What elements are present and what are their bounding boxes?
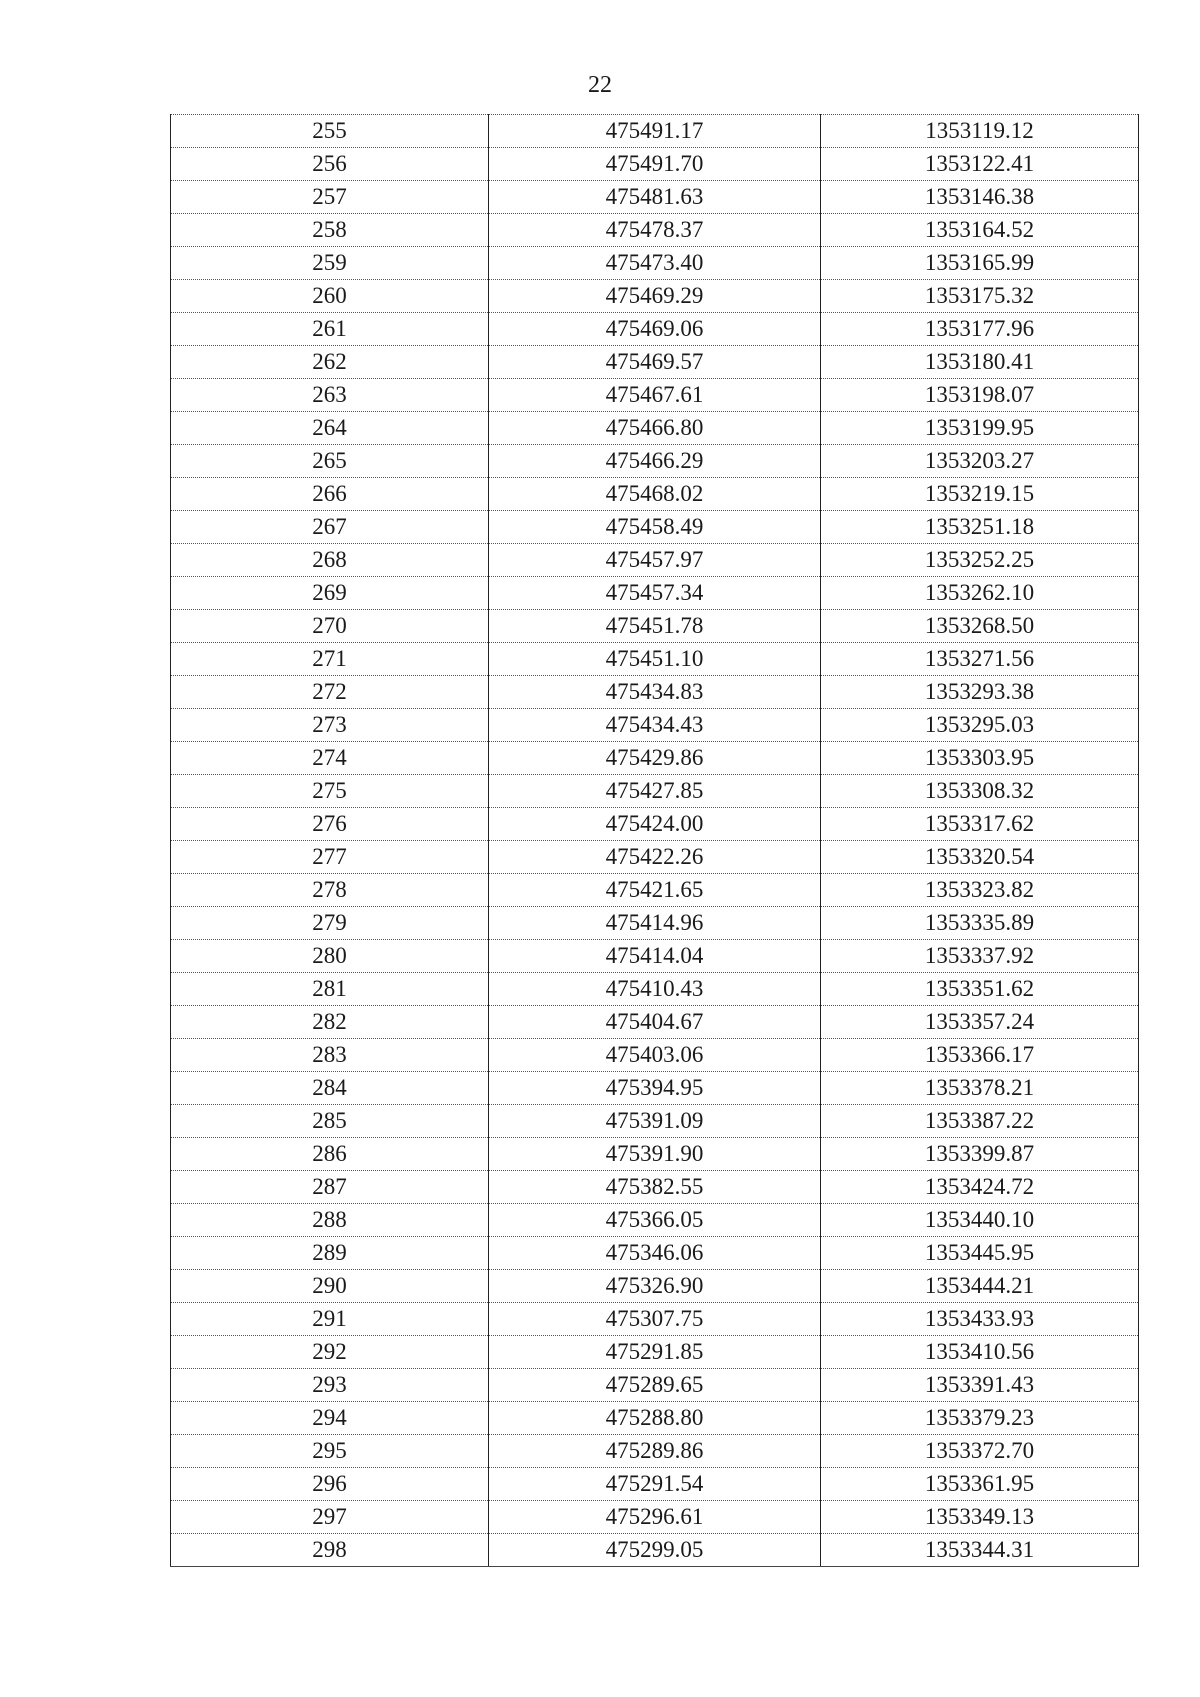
- y-coordinate-cell: 1353323.82: [821, 874, 1139, 907]
- point-number-cell: 276: [171, 808, 489, 841]
- y-coordinate-cell: 1353262.10: [821, 577, 1139, 610]
- point-number-cell: 281: [171, 973, 489, 1006]
- x-coordinate-cell: 475394.95: [489, 1072, 821, 1105]
- y-coordinate-cell: 1353349.13: [821, 1501, 1139, 1534]
- table-row: [171, 445, 1139, 478]
- point-number-cell: 273: [171, 709, 489, 742]
- coordinates-table: [170, 114, 1139, 1567]
- point-number-cell: 289: [171, 1237, 489, 1270]
- x-coordinate-cell: 475307.75: [489, 1303, 821, 1336]
- y-coordinate-cell: 1353379.23: [821, 1402, 1139, 1435]
- y-coordinate-cell: 1353378.21: [821, 1072, 1139, 1105]
- point-number-cell: 272: [171, 676, 489, 709]
- x-coordinate-cell: 475414.96: [489, 907, 821, 940]
- x-coordinate-cell: 475366.05: [489, 1204, 821, 1237]
- y-coordinate-cell: 1353119.12: [821, 115, 1139, 148]
- table-row: [171, 1435, 1139, 1468]
- point-number-cell: 260: [171, 280, 489, 313]
- point-number-cell: 280: [171, 940, 489, 973]
- page-number: 22: [588, 72, 612, 98]
- table-row: [171, 1204, 1139, 1237]
- y-coordinate-cell: 1353410.56: [821, 1336, 1139, 1369]
- y-coordinate-cell: 1353180.41: [821, 346, 1139, 379]
- point-number-cell: 265: [171, 445, 489, 478]
- x-coordinate-cell: 475391.09: [489, 1105, 821, 1138]
- table-row: [171, 775, 1139, 808]
- table-row: [171, 676, 1139, 709]
- y-coordinate-cell: 1353252.25: [821, 544, 1139, 577]
- table-row: [171, 214, 1139, 247]
- y-coordinate-cell: 1353391.43: [821, 1369, 1139, 1402]
- y-coordinate-cell: 1353271.56: [821, 643, 1139, 676]
- y-coordinate-cell: 1353251.18: [821, 511, 1139, 544]
- y-coordinate-cell: 1353317.62: [821, 808, 1139, 841]
- table-row: [171, 1534, 1139, 1567]
- x-coordinate-cell: 475491.70: [489, 148, 821, 181]
- y-coordinate-cell: 1353199.95: [821, 412, 1139, 445]
- point-number-cell: 264: [171, 412, 489, 445]
- table-row: [171, 1501, 1139, 1534]
- x-coordinate-cell: 475291.54: [489, 1468, 821, 1501]
- point-number-cell: 268: [171, 544, 489, 577]
- x-coordinate-cell: 475451.10: [489, 643, 821, 676]
- table-row: [171, 808, 1139, 841]
- y-coordinate-cell: 1353175.32: [821, 280, 1139, 313]
- point-number-cell: 285: [171, 1105, 489, 1138]
- point-number-cell: 286: [171, 1138, 489, 1171]
- table-row: [171, 742, 1139, 775]
- table-row: [171, 1237, 1139, 1270]
- y-coordinate-cell: 1353424.72: [821, 1171, 1139, 1204]
- table-row: [171, 610, 1139, 643]
- point-number-cell: 261: [171, 313, 489, 346]
- y-coordinate-cell: 1353146.38: [821, 181, 1139, 214]
- point-number-cell: 271: [171, 643, 489, 676]
- y-coordinate-cell: 1353164.52: [821, 214, 1139, 247]
- point-number-cell: 259: [171, 247, 489, 280]
- table-row: [171, 412, 1139, 445]
- point-number-cell: 290: [171, 1270, 489, 1303]
- x-coordinate-cell: 475458.49: [489, 511, 821, 544]
- table-row: [171, 1336, 1139, 1369]
- y-coordinate-cell: 1353198.07: [821, 379, 1139, 412]
- table-row: [171, 544, 1139, 577]
- y-coordinate-cell: 1353440.10: [821, 1204, 1139, 1237]
- point-number-cell: 296: [171, 1468, 489, 1501]
- point-number-cell: 279: [171, 907, 489, 940]
- point-number-cell: 293: [171, 1369, 489, 1402]
- y-coordinate-cell: 1353268.50: [821, 610, 1139, 643]
- y-coordinate-cell: 1353295.03: [821, 709, 1139, 742]
- x-coordinate-cell: 475288.80: [489, 1402, 821, 1435]
- coordinates-table-body: [171, 115, 1139, 1567]
- x-coordinate-cell: 475410.43: [489, 973, 821, 1006]
- table-row: [171, 940, 1139, 973]
- y-coordinate-cell: 1353165.99: [821, 247, 1139, 280]
- point-number-cell: 277: [171, 841, 489, 874]
- point-number-cell: 291: [171, 1303, 489, 1336]
- x-coordinate-cell: 475466.29: [489, 445, 821, 478]
- table-row: [171, 1402, 1139, 1435]
- x-coordinate-cell: 475296.61: [489, 1501, 821, 1534]
- x-coordinate-cell: 475468.02: [489, 478, 821, 511]
- point-number-cell: 282: [171, 1006, 489, 1039]
- x-coordinate-cell: 475421.65: [489, 874, 821, 907]
- x-coordinate-cell: 475403.06: [489, 1039, 821, 1072]
- point-number-cell: 297: [171, 1501, 489, 1534]
- table-row: [171, 1303, 1139, 1336]
- table-row: [171, 1138, 1139, 1171]
- table-row: [171, 841, 1139, 874]
- point-number-cell: 283: [171, 1039, 489, 1072]
- table-row: [171, 577, 1139, 610]
- x-coordinate-cell: 475469.06: [489, 313, 821, 346]
- table-row: [171, 709, 1139, 742]
- y-coordinate-cell: 1353203.27: [821, 445, 1139, 478]
- point-number-cell: 255: [171, 115, 489, 148]
- table-row: [171, 643, 1139, 676]
- table-row: [171, 148, 1139, 181]
- y-coordinate-cell: 1353337.92: [821, 940, 1139, 973]
- x-coordinate-cell: 475469.29: [489, 280, 821, 313]
- x-coordinate-cell: 475434.83: [489, 676, 821, 709]
- table-row: [171, 247, 1139, 280]
- point-number-cell: 294: [171, 1402, 489, 1435]
- table-row: [171, 1105, 1139, 1138]
- table-row: [171, 1369, 1139, 1402]
- x-coordinate-cell: 475434.43: [489, 709, 821, 742]
- x-coordinate-cell: 475404.67: [489, 1006, 821, 1039]
- point-number-cell: 295: [171, 1435, 489, 1468]
- x-coordinate-cell: 475429.86: [489, 742, 821, 775]
- table-row: [171, 115, 1139, 148]
- table-row: [171, 1468, 1139, 1501]
- table-row: [171, 973, 1139, 1006]
- table-row: [171, 1171, 1139, 1204]
- x-coordinate-cell: 475427.85: [489, 775, 821, 808]
- x-coordinate-cell: 475414.04: [489, 940, 821, 973]
- x-coordinate-cell: 475299.05: [489, 1534, 821, 1567]
- y-coordinate-cell: 1353399.87: [821, 1138, 1139, 1171]
- x-coordinate-cell: 475469.57: [489, 346, 821, 379]
- table-row: [171, 1270, 1139, 1303]
- x-coordinate-cell: 475422.26: [489, 841, 821, 874]
- table-row: [171, 478, 1139, 511]
- table-row: [171, 1006, 1139, 1039]
- y-coordinate-cell: 1353361.95: [821, 1468, 1139, 1501]
- x-coordinate-cell: 475466.80: [489, 412, 821, 445]
- x-coordinate-cell: 475424.00: [489, 808, 821, 841]
- point-number-cell: 284: [171, 1072, 489, 1105]
- y-coordinate-cell: 1353320.54: [821, 841, 1139, 874]
- point-number-cell: 270: [171, 610, 489, 643]
- point-number-cell: 292: [171, 1336, 489, 1369]
- point-number-cell: 258: [171, 214, 489, 247]
- x-coordinate-cell: 475481.63: [489, 181, 821, 214]
- x-coordinate-cell: 475382.55: [489, 1171, 821, 1204]
- table-row: [171, 346, 1139, 379]
- y-coordinate-cell: 1353122.41: [821, 148, 1139, 181]
- table-row: [171, 280, 1139, 313]
- y-coordinate-cell: 1353372.70: [821, 1435, 1139, 1468]
- x-coordinate-cell: 475457.97: [489, 544, 821, 577]
- x-coordinate-cell: 475451.78: [489, 610, 821, 643]
- y-coordinate-cell: 1353303.95: [821, 742, 1139, 775]
- y-coordinate-cell: 1353308.32: [821, 775, 1139, 808]
- point-number-cell: 267: [171, 511, 489, 544]
- x-coordinate-cell: 475467.61: [489, 379, 821, 412]
- point-number-cell: 288: [171, 1204, 489, 1237]
- point-number-cell: 256: [171, 148, 489, 181]
- y-coordinate-cell: 1353433.93: [821, 1303, 1139, 1336]
- table-row: [171, 1039, 1139, 1072]
- point-number-cell: 269: [171, 577, 489, 610]
- point-number-cell: 266: [171, 478, 489, 511]
- point-number-cell: 287: [171, 1171, 489, 1204]
- table-row: [171, 1072, 1139, 1105]
- y-coordinate-cell: 1353357.24: [821, 1006, 1139, 1039]
- table-row: [171, 379, 1139, 412]
- y-coordinate-cell: 1353344.31: [821, 1534, 1139, 1567]
- y-coordinate-cell: 1353219.15: [821, 478, 1139, 511]
- x-coordinate-cell: 475491.17: [489, 115, 821, 148]
- point-number-cell: 278: [171, 874, 489, 907]
- table-row: [171, 907, 1139, 940]
- point-number-cell: 263: [171, 379, 489, 412]
- table-row: [171, 313, 1139, 346]
- point-number-cell: 275: [171, 775, 489, 808]
- point-number-cell: 262: [171, 346, 489, 379]
- point-number-cell: 274: [171, 742, 489, 775]
- x-coordinate-cell: 475289.86: [489, 1435, 821, 1468]
- x-coordinate-cell: 475326.90: [489, 1270, 821, 1303]
- y-coordinate-cell: 1353177.96: [821, 313, 1139, 346]
- x-coordinate-cell: 475473.40: [489, 247, 821, 280]
- x-coordinate-cell: 475391.90: [489, 1138, 821, 1171]
- table-row: [171, 874, 1139, 907]
- y-coordinate-cell: 1353445.95: [821, 1237, 1139, 1270]
- x-coordinate-cell: 475289.65: [489, 1369, 821, 1402]
- point-number-cell: 298: [171, 1534, 489, 1567]
- y-coordinate-cell: 1353366.17: [821, 1039, 1139, 1072]
- y-coordinate-cell: 1353387.22: [821, 1105, 1139, 1138]
- table-row: [171, 511, 1139, 544]
- x-coordinate-cell: 475457.34: [489, 577, 821, 610]
- x-coordinate-cell: 475346.06: [489, 1237, 821, 1270]
- y-coordinate-cell: 1353293.38: [821, 676, 1139, 709]
- y-coordinate-cell: 1353444.21: [821, 1270, 1139, 1303]
- x-coordinate-cell: 475291.85: [489, 1336, 821, 1369]
- y-coordinate-cell: 1353335.89: [821, 907, 1139, 940]
- y-coordinate-cell: 1353351.62: [821, 973, 1139, 1006]
- table-row: [171, 181, 1139, 214]
- point-number-cell: 257: [171, 181, 489, 214]
- x-coordinate-cell: 475478.37: [489, 214, 821, 247]
